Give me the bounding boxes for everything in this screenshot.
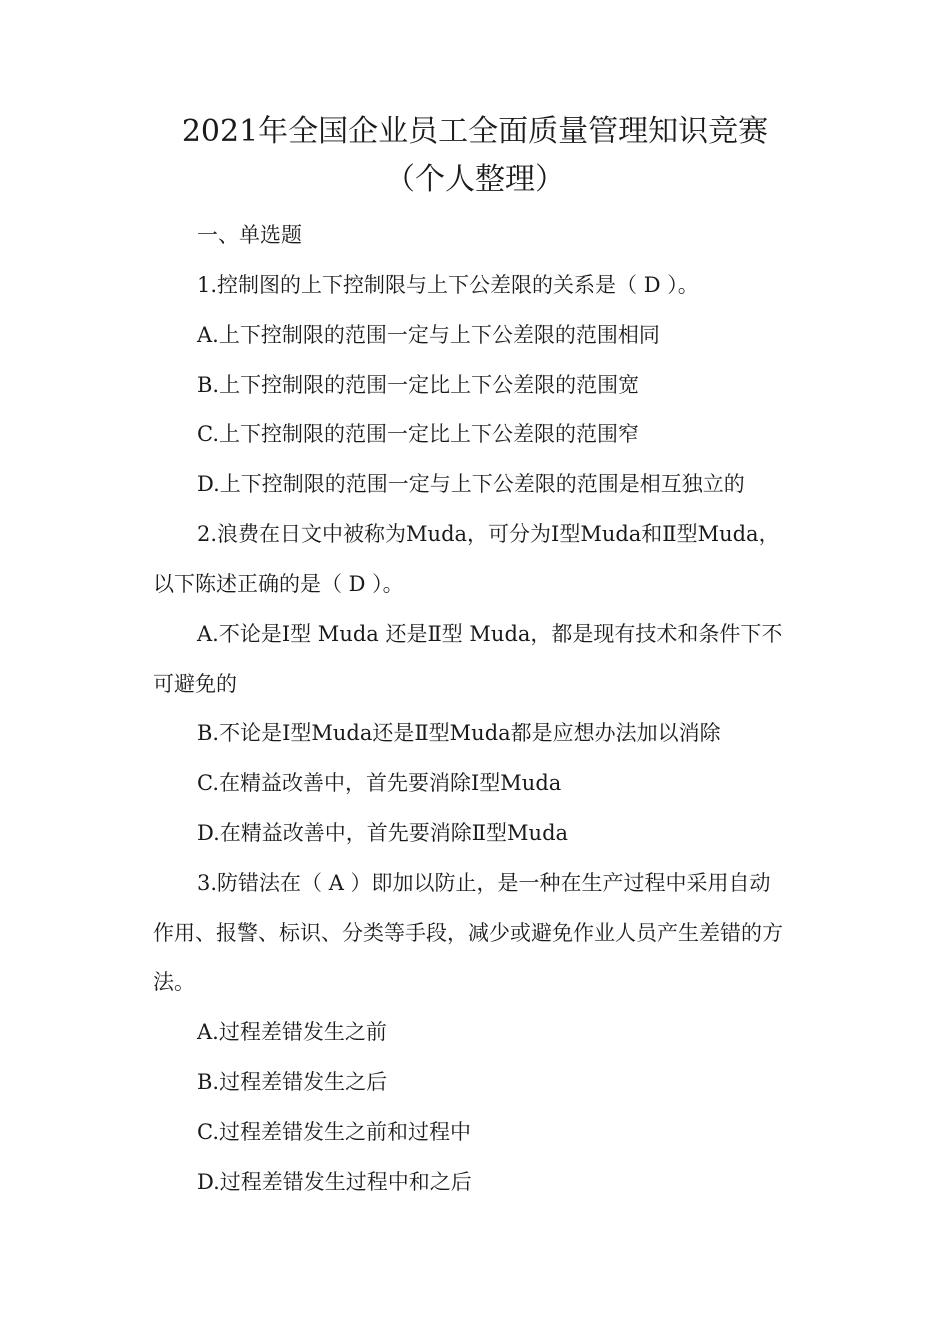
question-3-option-a: A.过程差错发生之前 bbox=[197, 1020, 387, 1044]
question-1-option-d: D.上下控制限的范围一定与上下公差限的范围是相互独立的 bbox=[197, 472, 745, 496]
question-1-option-a: A.上下控制限的范围一定与上下公差限的范围相同 bbox=[197, 323, 660, 347]
question-2-option-a-line-1: A.不论是Ⅰ型 Muda 还是Ⅱ型 Muda，都是现有技术和条件下不 bbox=[197, 622, 783, 646]
question-2-option-d: D.在精益改善中，首先要消除Ⅱ型Muda bbox=[197, 821, 569, 845]
question-2-option-a-line-2: 可避免的 bbox=[153, 672, 237, 696]
question-3-option-b: B.过程差错发生之后 bbox=[197, 1070, 388, 1094]
question-3-option-c: C.过程差错发生之前和过程中 bbox=[197, 1120, 471, 1144]
question-3-stem-line-1: 3.防错法在（ A ）即加以防止，是一种在生产过程中采用自动 bbox=[197, 871, 771, 895]
section-heading: 一、单选题 bbox=[197, 223, 302, 247]
question-1-option-c: C.上下控制限的范围一定比上下公差限的范围窄 bbox=[197, 422, 639, 446]
document-title: 2021年全国企业员工全面质量管理知识竞赛 bbox=[181, 114, 769, 149]
question-2-stem-line-2: 以下陈述正确的是（ D ）。 bbox=[153, 572, 404, 596]
question-3-stem-line-2: 作用、报警、标识、分类等手段，减少或避免作业人员产生差错的方 bbox=[153, 921, 783, 945]
question-3-option-d: D.过程差错发生过程中和之后 bbox=[197, 1170, 472, 1194]
question-3-stem-line-3: 法。 bbox=[153, 970, 195, 994]
question-2-option-c: C.在精益改善中，首先要消除Ⅰ型Muda bbox=[197, 771, 562, 795]
question-1-stem: 1.控制图的上下控制限与上下公差限的关系是（ D ）。 bbox=[197, 273, 699, 297]
question-2-stem-line-1: 2.浪费在日文中被称为Muda，可分为Ⅰ型Muda和Ⅱ型Muda， bbox=[197, 522, 780, 546]
document-subtitle: （个人整理） bbox=[385, 162, 565, 197]
question-1-option-b: B.上下控制限的范围一定比上下公差限的范围宽 bbox=[197, 373, 640, 397]
question-2-option-b: B.不论是Ⅰ型Muda还是Ⅱ型Muda都是应想办法加以消除 bbox=[197, 721, 721, 745]
